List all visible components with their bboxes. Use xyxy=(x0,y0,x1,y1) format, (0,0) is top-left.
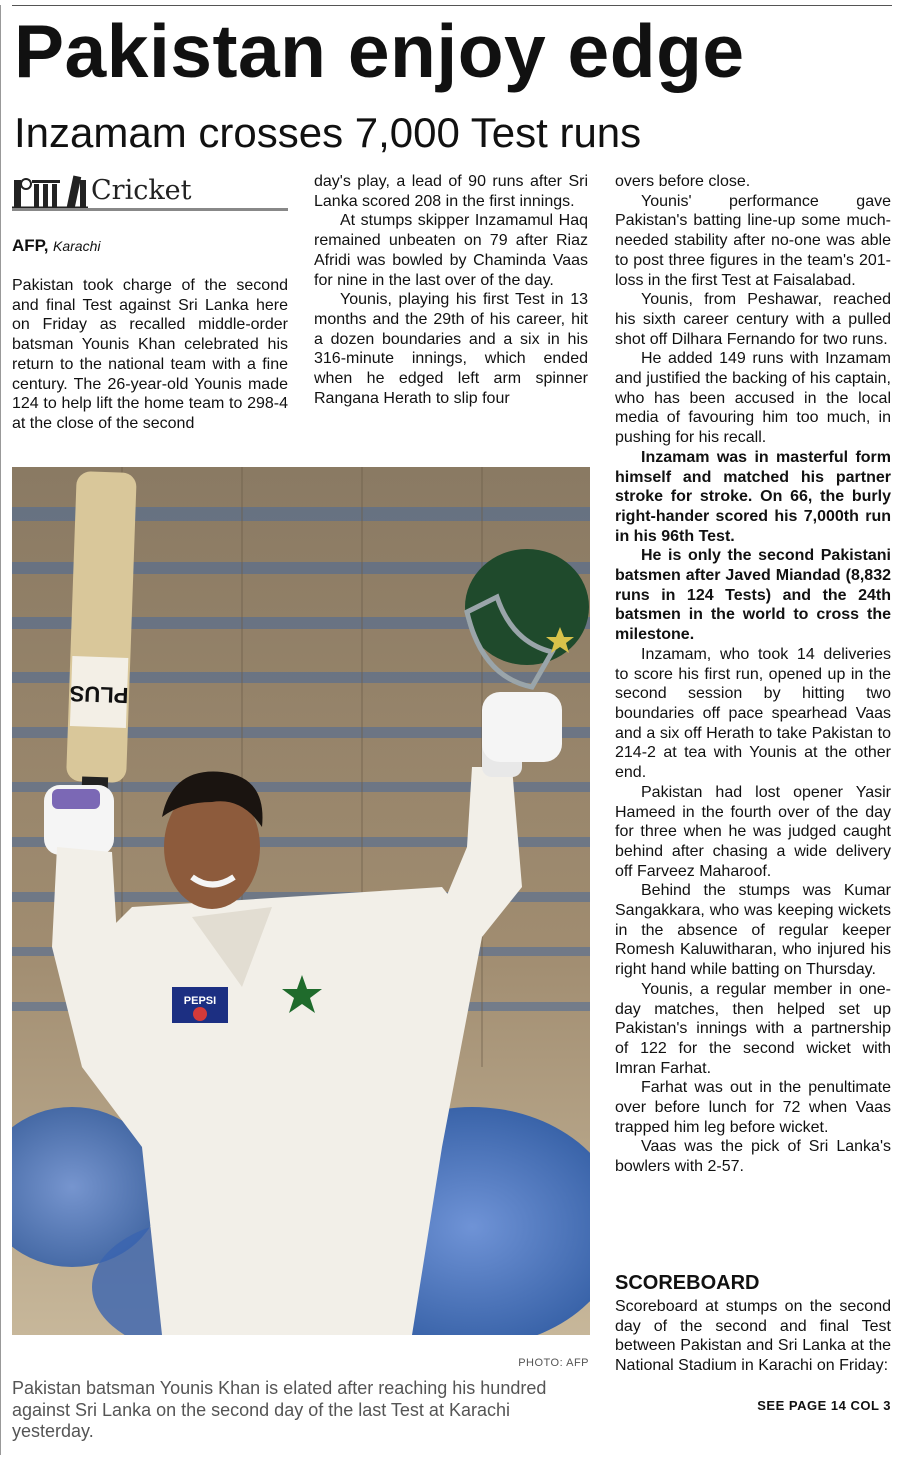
bat-sticker-text: PLUS xyxy=(69,680,129,708)
cricket-icon xyxy=(12,170,90,212)
paragraph: Inzamam, who took 14 deliveries to score his first run, opened up in the second session by hitting two boundaries off pace spearhead Vaas and a six off Herath to take Pakistan to 214-2 at tea with Younis at the other end. xyxy=(615,645,891,782)
paragraph: Pakistan had lost opener Yasir Hameed in the fourth over of the day for three when he was judged caught behind after chasing a wide delivery off Farveez Maharoof. xyxy=(615,783,891,880)
dateline-agency: AFP, xyxy=(12,236,49,255)
paragraph-bold: He is only the second Pakistani batsmen after Javed Miandad (8,832 runs in 124 Tests) and the 24th batsmen in the world to cross the milestone. xyxy=(615,547,891,644)
dateline xyxy=(12,236,100,256)
top-rule xyxy=(12,5,892,6)
paragraph: Younis, a regular member in one-day matches, then helped set up Pakistan's innings with a partnership of 122 for the second wicket with Imran Farhat. xyxy=(615,980,891,1077)
news-photo xyxy=(12,467,590,1335)
paragraph: Pakistan took charge of the second and final Test against Sri Lanka here on Friday as recalled middle-order batsman Younis Khan celebrated his return to the national team with a fine century. The 26-year-old Younis made 124 to help lift the home team to 298-4 at the close of the second xyxy=(12,277,288,432)
scoreboard-heading: SCOREBOARD xyxy=(615,1272,760,1294)
photo-caption: Pakistan batsman Younis Khan is elated after reaching his hundred against Sri Lanka on the second day of the last Test at Karachi yesterday. xyxy=(12,1378,547,1441)
paragraph: Younis, playing his first Test in 13 months and the 29th of his career, hit a dozen boundaries and a six in his 316-minute innings, which ended when he edged left arm spinner Rangana Herath to slip four xyxy=(314,291,588,407)
paragraph: Behind the stumps was Kumar Sangakkara, who was keeping wickets in the absence of regular keeper Romesh Kaluwitharan, who injured his right hand while batting on Thursday. xyxy=(615,882,891,979)
headline: Pakistan enjoy edge xyxy=(14,9,745,93)
paragraph: day's play, a lead of 90 runs after Sri Lanka scored 208 in the first innings. xyxy=(314,173,588,210)
scoreboard-intro xyxy=(615,1297,891,1376)
paragraph: overs before close. xyxy=(615,173,751,190)
shirt-logo-text: PEPSI xyxy=(183,995,217,1007)
cricketer-celebration-photo xyxy=(12,467,590,1335)
photo-credit: PHOTO: AFP xyxy=(518,1357,589,1369)
paragraph: Scoreboard at stumps on the second day of the second and final Test between Pakistan and Sri Lanka at the National Stadium in Karachi on Friday: xyxy=(615,1298,891,1375)
section-rule xyxy=(12,208,288,211)
section-label: Cricket xyxy=(91,175,192,206)
paragraph: Vaas was the pick of Sri Lanka's bowlers with 2-57. xyxy=(615,1138,891,1176)
paragraph: At stumps skipper Inzamamul Haq remained unbeaten on 79 after Riaz Afridi was bowled by Chaminda Vaas for nine in the last over of the day. xyxy=(314,212,588,289)
article-column-1 xyxy=(12,276,288,434)
paragraph: Younis' performance gave Pakistan's batting line-up some much-needed stability after no-one was able to post three figures in the team's 201-loss in the first Test at Faisalabad. xyxy=(615,192,891,289)
subheadline: Inzamam crosses 7,000 Test runs xyxy=(14,109,642,156)
article-column-3 xyxy=(615,172,891,1177)
continuation-jump-line: SEE PAGE 14 COL 3 xyxy=(757,1398,891,1413)
paragraph: He added 149 runs with Inzamam and justified the backing of his captain, who has been accused in the local media of favouring him too much, in pushing for his recall. xyxy=(615,350,891,447)
left-column-rule xyxy=(0,5,1,1455)
paragraph-bold: Inzamam was in masterful form himself and matched his partner stroke for stroke. On 66, the burly right-hander scored his 7,000th run in his 96th Test. xyxy=(615,448,891,545)
dateline-city: Karachi xyxy=(53,238,101,254)
paragraph: Younis, from Peshawar, reached his sixth career century with a pulled shot off Dilhara Fernando for two runs. xyxy=(615,291,891,348)
article-column-2 xyxy=(314,172,588,408)
paragraph: Farhat was out in the penultimate over before lunch for 72 when Vaas trapped him leg before wicket. xyxy=(615,1079,891,1136)
